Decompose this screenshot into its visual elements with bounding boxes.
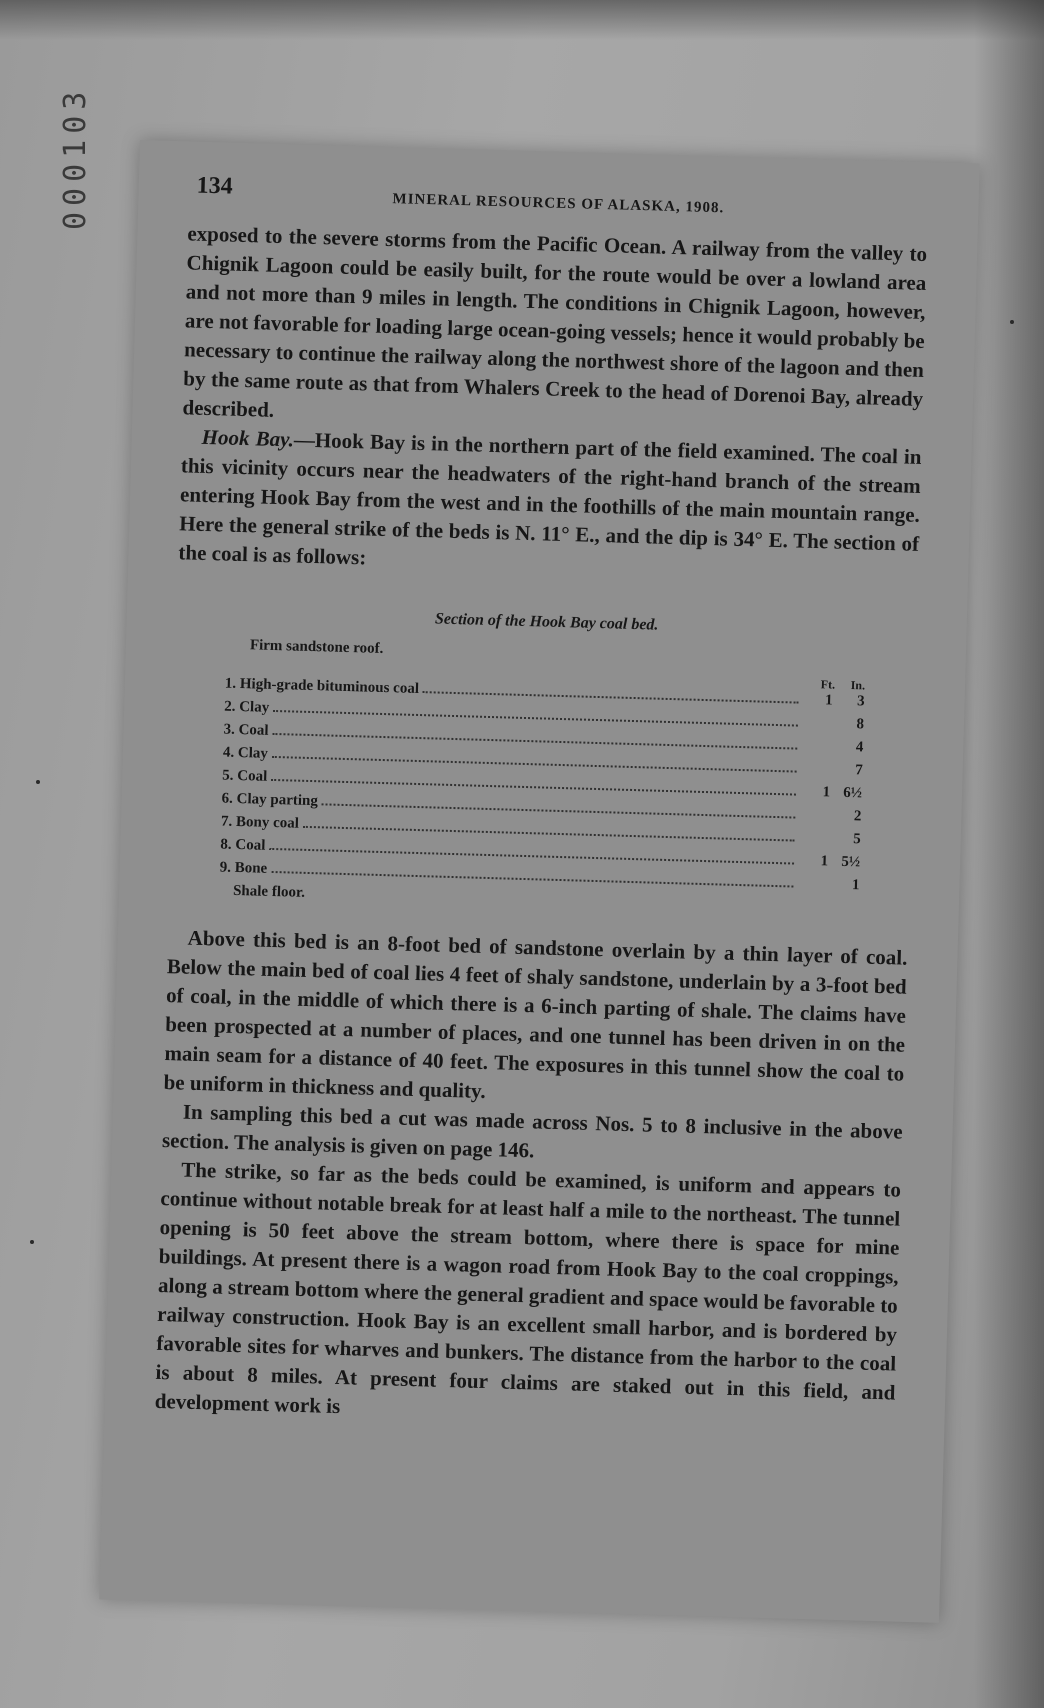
scan-shadow-top <box>0 0 1044 40</box>
row-inches: 5 <box>853 831 861 848</box>
row-label: 3. Coal <box>223 721 269 739</box>
row-label: 9. Bone <box>219 859 268 877</box>
row-inches: 4 <box>855 739 864 756</box>
unit-in: In. <box>850 678 866 693</box>
row-label: 5. Coal <box>222 767 268 785</box>
unit-ft: Ft. <box>820 677 836 692</box>
row-feet <box>804 727 832 728</box>
row-label: 8. Coal <box>220 836 266 854</box>
row-feet <box>801 842 829 843</box>
paragraph-hook-bay <box>178 422 922 588</box>
book-page <box>99 140 979 1623</box>
row-inches: 8 <box>856 716 865 733</box>
coal-section-table <box>219 634 866 921</box>
page-number: 134 <box>196 172 234 200</box>
row-label: 4. Clay <box>222 744 269 762</box>
row-inches: 2 <box>853 808 862 825</box>
row-feet <box>801 819 829 820</box>
scan-shadow-right <box>974 0 1044 1708</box>
row-feet: 1 <box>820 853 829 870</box>
paragraph-5: The strike, so far as the beds could be examined, is uniform and appears to continue without notable break for at least half a mile to the northeast. The tunnel opening is 50 feet above the stream bottom, where there is space for mine buildings. At present there is a wagon road from Hook Bay to the coal croppings, along a stream bottom where the general gradient and space would be favorable to railway construction. Hook Bay is an excellent small harbor, and is bordered by favorable sites for wharves and bunkers. The distance from the harbor to the coal is about 8 miles. At present four claims are staked out in this field, and development work is <box>154 1157 902 1419</box>
section-title: Section of the Hook Bay coal bed. <box>434 610 659 634</box>
row-inches: 1 <box>851 877 860 894</box>
paragraph-4: In sampling this bed a cut was made across Nos. 5 to 8 inclusive in the above section. The analysis is given on page 146. <box>161 1099 903 1163</box>
row-label: 7. Bony coal <box>220 813 300 832</box>
row-inches: 5½ <box>841 853 861 871</box>
roof-label: Firm sandstone roof. <box>249 637 384 657</box>
row-label: 1. High-grade bituminous coal <box>224 675 420 698</box>
page-content <box>154 171 928 1436</box>
row-inches: 3 <box>856 693 865 710</box>
row-feet <box>803 773 831 774</box>
paragraph-heading: Hook Bay. <box>201 424 295 452</box>
leader-dots <box>423 690 799 703</box>
row-feet: 1 <box>822 784 831 801</box>
dust-speck <box>36 780 40 784</box>
row-feet <box>803 750 831 751</box>
floor-label: Shale floor. <box>232 882 306 901</box>
row-label: 2. Clay <box>223 698 270 716</box>
dust-speck <box>1010 320 1014 324</box>
row-inches: 7 <box>854 762 863 779</box>
row-inches: 6½ <box>843 784 863 802</box>
row-feet: 1 <box>824 692 833 709</box>
row-label: 6. Clay parting <box>221 790 319 810</box>
text-after-table <box>154 923 907 1436</box>
paragraph-3: Above this bed is an 8-foot bed of sandstone overlain by a thin layer of coal. Below the main bed of coal lies 4 feet of shaly sandstone, underlain by a 3-foot bed of coal, in the middle of which there is a 6-inch parting of shale. The claims have been prospected at a number of places, and one tunnel has been driven in on the main seam for a distance of 40 feet. The exposures in this tunnel show the coal to be uniform in thickness and quality. <box>163 925 908 1104</box>
archive-stamp: 000103 <box>58 85 93 230</box>
paragraph-1: exposed to the severe storms from the Pacific Ocean. A railway from the valley to Chignik Lagoon could be easily built, for the route would be over a lowland area and not more than 9 miles in length. The conditions in Chignik Lagoon, however, are not favorable for loading large ocean-going vessels; hence it would probably be necessary to continue the railway along the northwest shore of the lagoon and then by the same route as that from Whalers Creek to the head of Dorenoi Bay, already described. <box>182 221 928 422</box>
running-head: MINERAL RESOURCES OF ALASKA, 1908. <box>392 191 725 217</box>
paragraph-body: —Hook Bay is in the northern part of the field examined. The coal in this vicinity occurs near the headwaters of the right-hand branch of the stream entering Hook Bay from the west and in the foothills of the main mountain range. Here the general strike of the beds is N. 11° E., and the dip is 34° E. The section of the coal is as follows: <box>178 427 922 570</box>
row-feet <box>799 888 827 889</box>
dust-speck <box>30 1240 34 1244</box>
